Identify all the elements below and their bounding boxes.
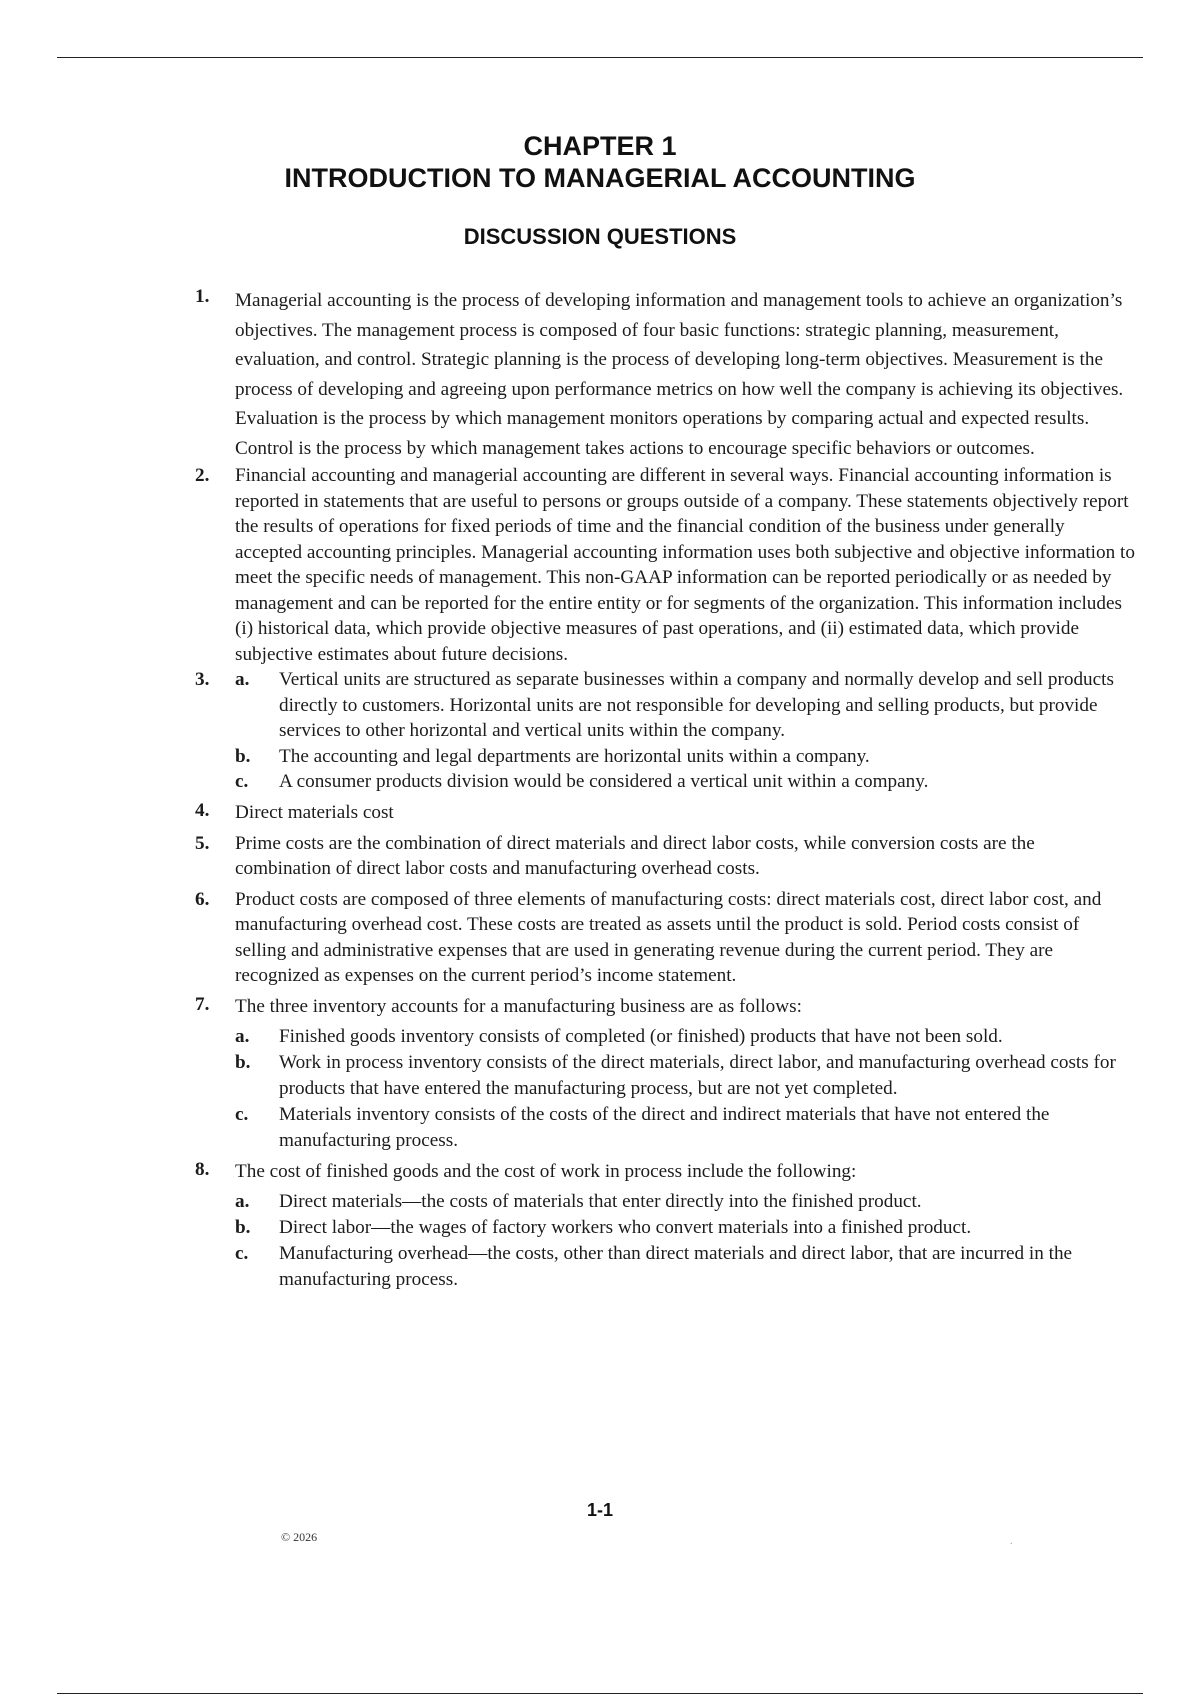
sub-letter: c. xyxy=(235,1103,249,1125)
sub-items xyxy=(235,1024,1135,1154)
sub-letter: c. xyxy=(235,1242,249,1264)
question-number: 8. xyxy=(195,1158,210,1180)
question-2 xyxy=(195,463,1135,667)
sub-item xyxy=(235,1241,1135,1293)
sub-letter: b. xyxy=(235,1051,251,1073)
section-title: DISCUSSION QUESTIONS xyxy=(463,224,737,249)
sub-text: Vertical units are structured as separate businesses within a company and normally develop and sell products directly to customers. Horizontal units are not responsible for developing and selling products, but provide services to other horizontal and vertical units within the company. xyxy=(279,669,1114,741)
sub-item xyxy=(235,1215,1135,1241)
sub-item xyxy=(235,744,1135,770)
question-5 xyxy=(195,831,1135,882)
sub-items xyxy=(235,667,1135,795)
question-number: 6. xyxy=(195,888,210,910)
heading-block xyxy=(0,130,1200,250)
question-text: The cost of finished goods and the cost of work in process include the following: xyxy=(235,1160,857,1182)
question-text: Direct materials cost xyxy=(235,801,394,823)
question-text: The three inventory accounts for a manufacturing business are as follows: xyxy=(235,995,802,1017)
sub-text: Direct materials—the costs of materials that enter directly into the finished product. xyxy=(279,1190,922,1212)
question-number: 2. xyxy=(195,465,210,486)
sub-text: Materials inventory consists of the costs of the direct and indirect materials that have not entered the manufacturing process. xyxy=(279,1103,1050,1151)
sub-letter: b. xyxy=(235,1216,251,1238)
sub-text: Direct labor—the wages of factory workers who convert materials into a finished product. xyxy=(279,1216,972,1238)
sub-text: Manufacturing overhead—the costs, other than direct materials and direct labor, that are incurred in the manufacturing process. xyxy=(279,1242,1073,1290)
sub-item xyxy=(235,667,1135,744)
page-number: 1-1 xyxy=(586,1500,613,1520)
sub-item xyxy=(235,1050,1135,1102)
question-number: 3. xyxy=(195,669,210,690)
sub-letter: a. xyxy=(235,669,250,690)
question-7 xyxy=(195,994,1135,1154)
question-text: Product costs are composed of three elements of manufacturing costs: direct materials cost, direct labor cost, and manufacturing overhead cost. These costs are treated as assets until the product is sold. Period costs consist of selling and administrative expenses that are used in generating revenue during the current period. They are recognized as expenses on the current period’s income statement. xyxy=(235,888,1102,986)
footer-mark: . xyxy=(1010,1536,1013,1547)
top-rule xyxy=(57,57,1143,58)
question-6 xyxy=(195,887,1135,989)
bottom-rule xyxy=(57,1693,1143,1694)
question-8 xyxy=(195,1159,1135,1293)
question-4 xyxy=(195,800,1135,826)
sub-item xyxy=(235,769,1135,795)
sub-letter: c. xyxy=(235,771,249,792)
chapter-label: CHAPTER 1 xyxy=(523,131,677,161)
question-number: 1. xyxy=(195,286,210,307)
sub-items xyxy=(235,1189,1135,1293)
question-text: Managerial accounting is the process of developing information and management tools to achieve an organization’s objectives. The management process is composed of four basic functions: strategic planning, measurement, evaluation, and control. Strategic planning is the process of developing long-term objectives. Measurement is the process of developing and agreeing upon performance metrics on how well the company is achieving its objectives. Evaluation is the process by which management monitors operations by comparing actual and expected results. Control is the process by which management takes actions to encourage specific behaviors or outcomes. xyxy=(235,290,1124,459)
chapter-title: INTRODUCTION TO MANAGERIAL ACCOUNTING xyxy=(284,163,916,193)
sub-text: A consumer products division would be considered a vertical unit within a company. xyxy=(279,771,929,792)
question-number: 4. xyxy=(195,799,210,821)
question-3 xyxy=(195,667,1135,795)
sub-item xyxy=(235,1189,1135,1215)
question-1 xyxy=(195,286,1135,463)
sub-text: Work in process inventory consists of the direct materials, direct labor, and manufacturing overhead costs for products that have entered the manufacturing process, but are not yet completed. xyxy=(279,1051,1116,1099)
question-text: Financial accounting and managerial accounting are different in several ways. Financial accounting information is reported in statements that are useful to persons or groups outside of a company. These statements objectively report the results of operations for fixed periods of time and the financial condition of the business under generally accepted accounting principles. Managerial accounting information uses both subjective and objective information to meet the specific needs of management. This non-GAAP information can be reported periodically or as needed by management and can be reported for the entire entity or for segments of the organization. This information includes (i) historical data, which provide objective measures of past operations, and (ii) estimated data, which provide subjective estimates about future decisions. xyxy=(235,465,1135,665)
sub-item xyxy=(235,1102,1135,1154)
sub-letter: a. xyxy=(235,1190,250,1212)
question-number: 7. xyxy=(195,993,210,1015)
questions-list xyxy=(195,286,1135,1293)
sub-letter: a. xyxy=(235,1025,250,1047)
copyright-notice: © 2026 xyxy=(281,1530,318,1544)
sub-text: Finished goods inventory consists of completed (or finished) products that have not been sold. xyxy=(279,1025,1003,1047)
question-text: Prime costs are the combination of direct materials and direct labor costs, while conversion costs are the combination of direct labor costs and manufacturing overhead costs. xyxy=(235,832,1035,879)
sub-item xyxy=(235,1024,1135,1050)
question-number: 5. xyxy=(195,832,210,854)
sub-text: The accounting and legal departments are horizontal units within a company. xyxy=(279,745,870,767)
sub-letter: b. xyxy=(235,745,251,767)
